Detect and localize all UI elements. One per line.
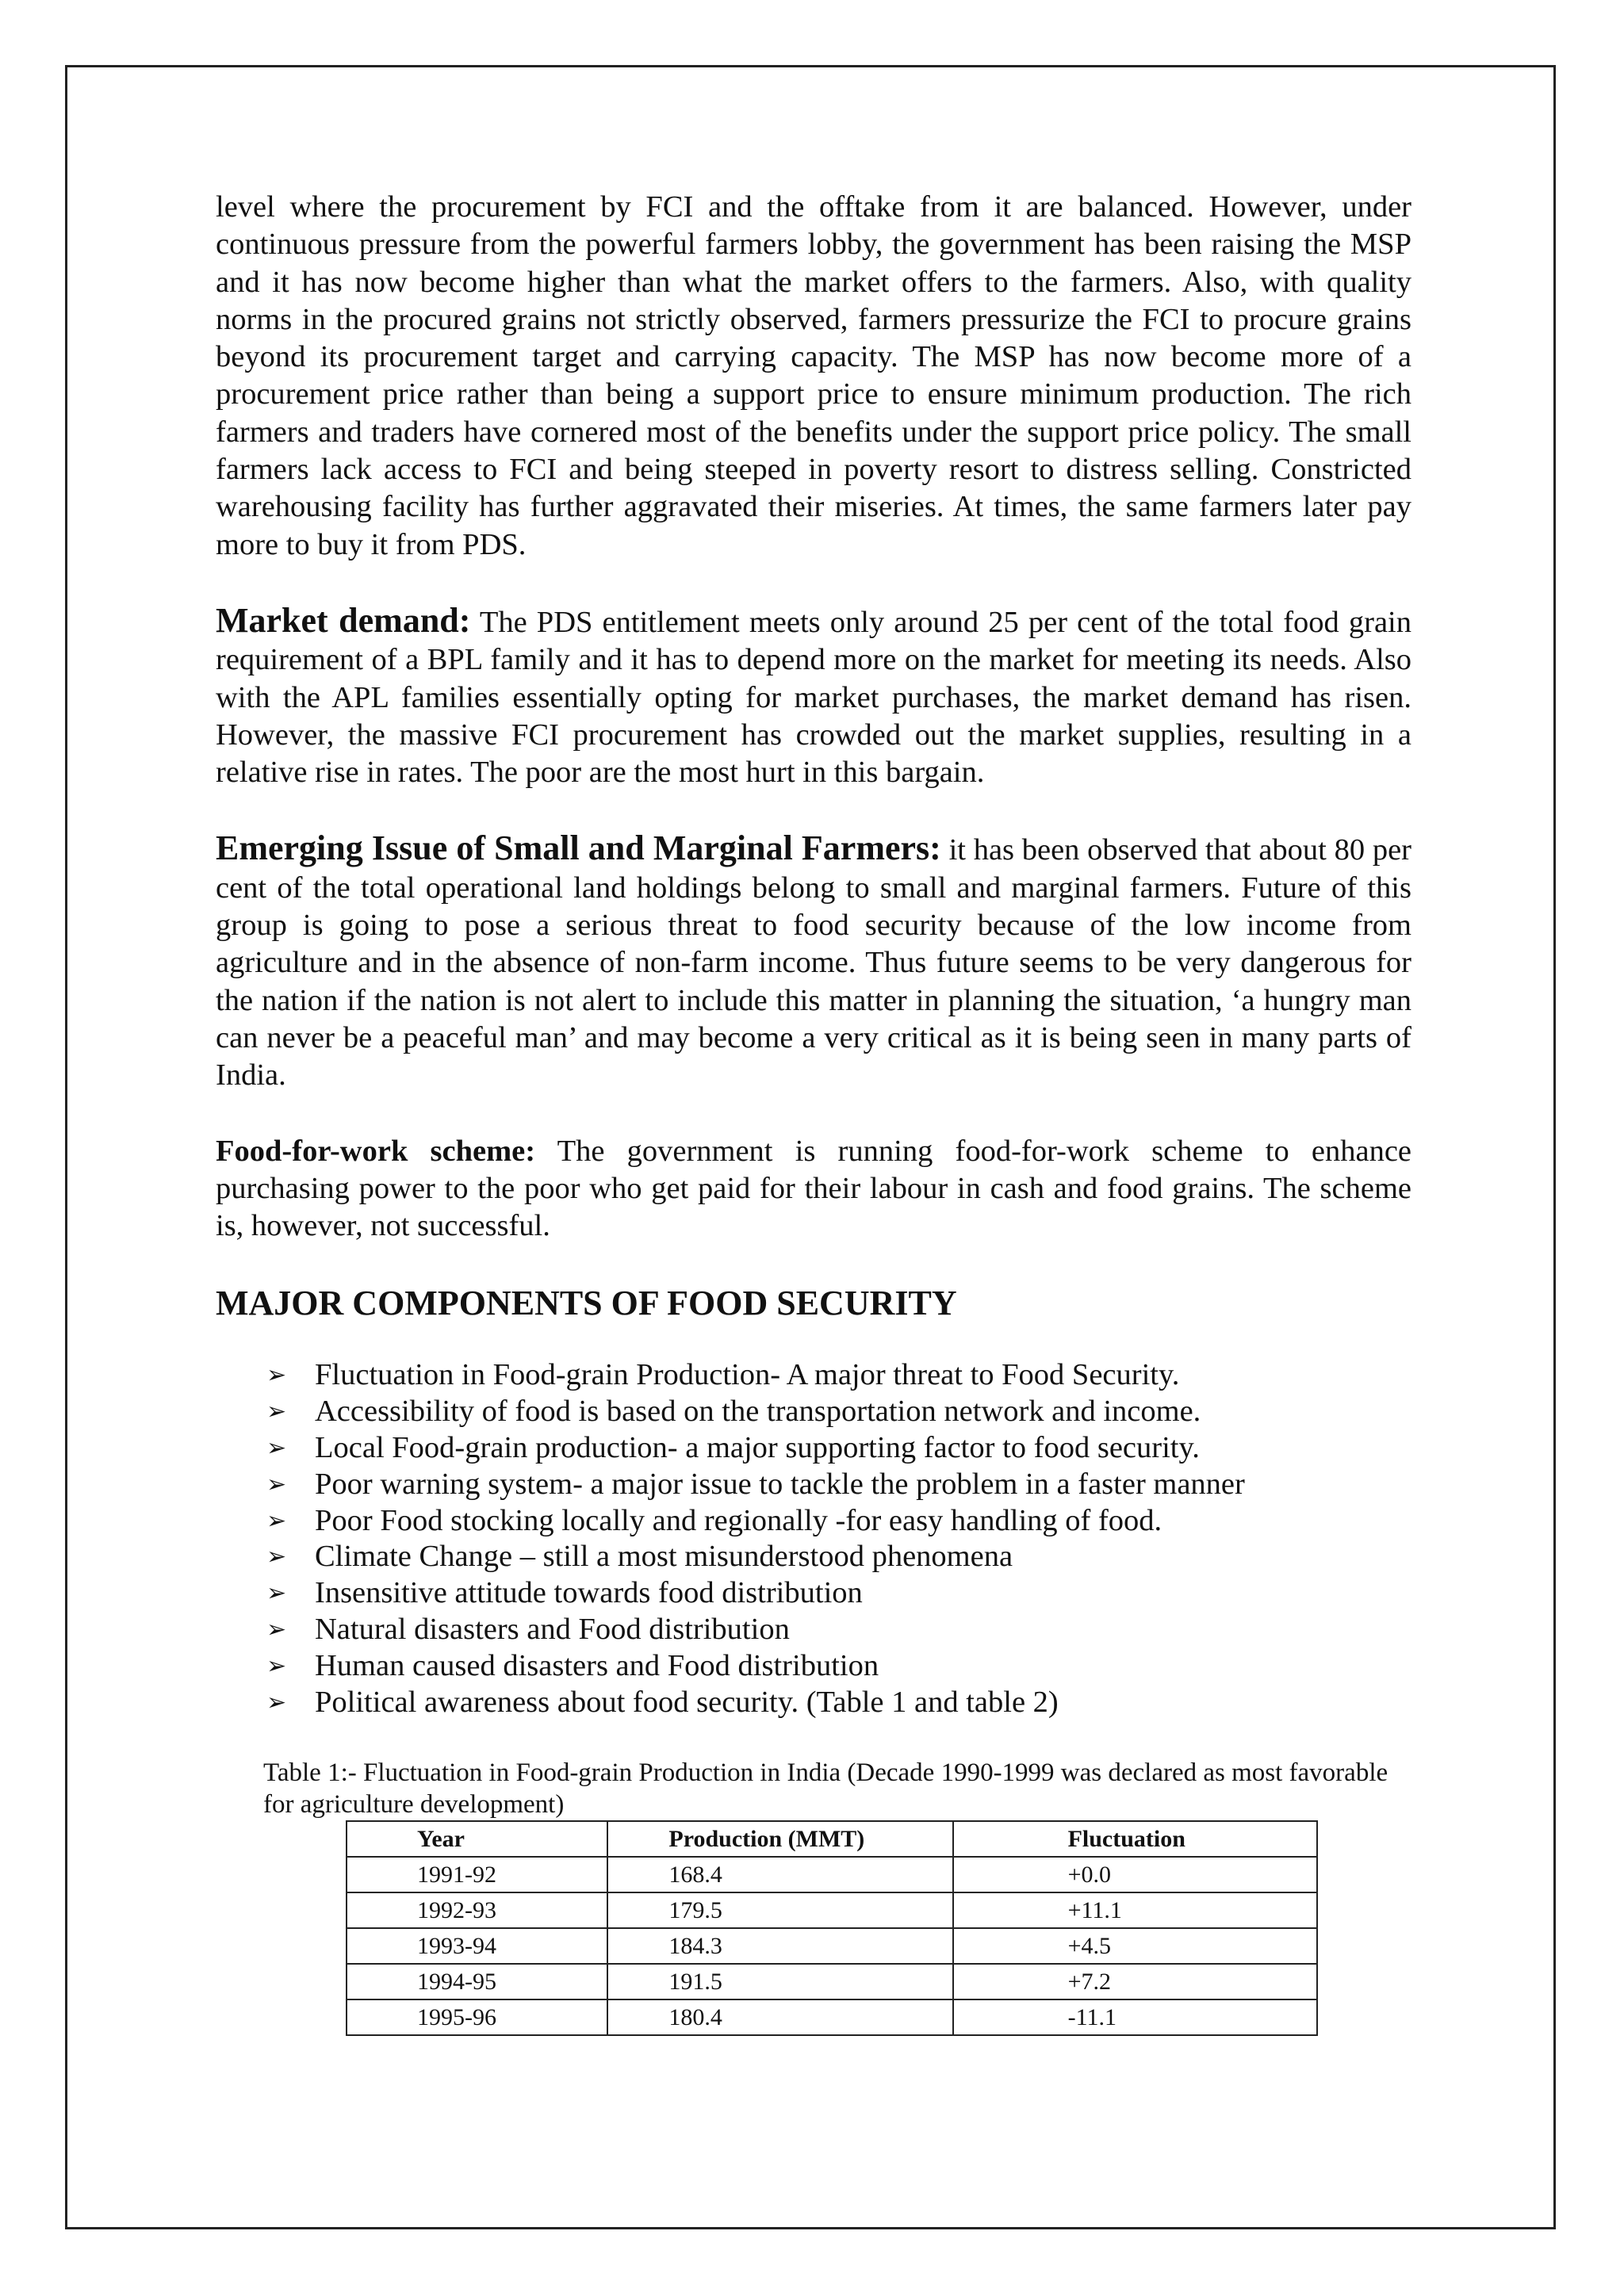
cell-year: 1993-94 [347, 1928, 607, 1964]
cell-fluctuation: +4.5 [953, 1928, 1317, 1964]
cell-production: 168.4 [607, 1857, 952, 1892]
table-row [347, 1964, 1317, 1999]
list-item: ➢ Poor warning system- a major issue to tackle the problem in a faster manner [216, 1467, 1411, 1503]
arrow-bullet-icon: ➢ [266, 1398, 287, 1426]
heading-market-demand: Market demand: [216, 600, 471, 640]
list-item: ➢ Fluctuation in Food-grain Production- A major threat to Food Security. [216, 1357, 1411, 1394]
cell-production: 184.3 [607, 1928, 952, 1964]
arrow-bullet-icon: ➢ [266, 1579, 287, 1608]
cell-year: 1995-96 [347, 1999, 607, 2035]
header-fluctuation: Fluctuation [953, 1821, 1317, 1857]
cell-year: 1994-95 [347, 1964, 607, 1999]
heading-emerging-issue: Emerging Issue of Small and Marginal Farmers: [216, 828, 941, 868]
table-row [347, 1999, 1317, 2035]
paragraph-food-for-work [216, 1133, 1411, 1246]
cell-production: 180.4 [607, 1999, 952, 2035]
paragraph-emerging-issue [216, 829, 1411, 1094]
list-item: ➢ Poor Food stocking locally and regionally -for easy handling of food. [216, 1503, 1411, 1540]
list-item: ➢ Climate Change – still a most misunderstood phenomena [216, 1539, 1411, 1575]
cell-year: 1991-92 [347, 1857, 607, 1892]
header-production: Production (MMT) [607, 1821, 952, 1857]
section-title: MAJOR COMPONENTS OF FOOD SECURITY [216, 1284, 957, 1323]
arrow-bullet-icon: ➢ [266, 1434, 287, 1463]
text-food-for-work: The government is running food-for-work scheme to enhance purchasing power to the poor who get paid for their labour in cash and food grains. The scheme is, however, not successful. [216, 1134, 1411, 1243]
arrow-bullet-icon: ➢ [266, 1361, 287, 1390]
cell-year: 1992-93 [347, 1892, 607, 1928]
heading-food-for-work: Food-for-work scheme: [216, 1134, 536, 1168]
cell-fluctuation: -11.1 [953, 1999, 1317, 2035]
paragraph-market-demand [216, 602, 1411, 791]
list-item: ➢ Insensitive attitude towards food distribution [216, 1575, 1411, 1612]
table-row [347, 1928, 1317, 1964]
arrow-bullet-icon: ➢ [266, 1470, 287, 1498]
header-year: Year [347, 1821, 607, 1857]
table-header-row [347, 1821, 1317, 1857]
components-list [216, 1357, 1411, 1720]
list-item: ➢ Human caused disasters and Food distribution [216, 1648, 1411, 1685]
table-row [347, 1857, 1317, 1892]
list-item: ➢ Accessibility of food is based on the transportation network and income. [216, 1394, 1411, 1430]
arrow-bullet-icon: ➢ [266, 1651, 287, 1680]
cell-fluctuation: +7.2 [953, 1964, 1317, 1999]
arrow-bullet-icon: ➢ [266, 1543, 287, 1571]
arrow-bullet-icon: ➢ [266, 1616, 287, 1644]
cell-fluctuation: +0.0 [953, 1857, 1317, 1892]
production-table [346, 1820, 1318, 2036]
text-emerging-issue: it has been observed that about 80 per cent of the total operational land holdings belong to small and marginal farmers. Future of this group is going to pose a serious threat to food security because of the low income from agriculture and in the absence of non-farm income. Thus future seems to be very dangerous for the nation if the nation is not alert to include this matter in planning the situation, ‘a hungry man can never be a peaceful man’ and may become a very critical as it is being seen in many parts of India. [216, 833, 1411, 1093]
cell-fluctuation: +11.1 [953, 1892, 1317, 1928]
arrow-bullet-icon: ➢ [266, 1688, 287, 1716]
paragraph-msp: level where the procurement by FCI and the offtake from it are balanced. However, under continuous pressure from the powerful farmers lobby, the government has been raising the MSP and it has now become higher than what the market offers to the farmers. Also, with quality norms in the procured grains not strictly observed, farmers pressurize the FCI to procure grains beyond its procurement target and carrying capacity. The MSP has now become more of a procurement price rather than being a support price to ensure minimum production. The rich farmers and traders have cornered most of the benefits under the support price policy. The small farmers lack access to FCI and being steeped in poverty resort to distress selling. Constricted warehousing facility has further aggravated their miseries. At times, the same farmers later pay more to buy it from PDS. [216, 190, 1411, 561]
list-item: ➢ Local Food-grain production- a major supporting factor to food security. [216, 1430, 1411, 1467]
table-row [347, 1892, 1317, 1928]
table-caption: Table 1:- Fluctuation in Food-grain Production in India (Decade 1990-1999 was declared as most favorable for agriculture development) [263, 1758, 1388, 1820]
list-item: ➢ Natural disasters and Food distribution [216, 1612, 1411, 1648]
text-market-demand: The PDS entitlement meets only around 25 per cent of the total food grain requirement of a BPL family and it has to depend more on the market for meeting its needs. Also with the APL families essentially opting for market purchases, the market demand has risen. However, the massive FCI procurement has crowded out the market supplies, resulting in a relative rise in rates. The poor are the most hurt in this bargain. [216, 605, 1411, 790]
arrow-bullet-icon: ➢ [266, 1506, 287, 1535]
document-body [216, 189, 1411, 2036]
cell-production: 191.5 [607, 1964, 952, 1999]
cell-production: 179.5 [607, 1892, 952, 1928]
list-item: ➢ Political awareness about food security. (Table 1 and table 2) [216, 1685, 1411, 1721]
